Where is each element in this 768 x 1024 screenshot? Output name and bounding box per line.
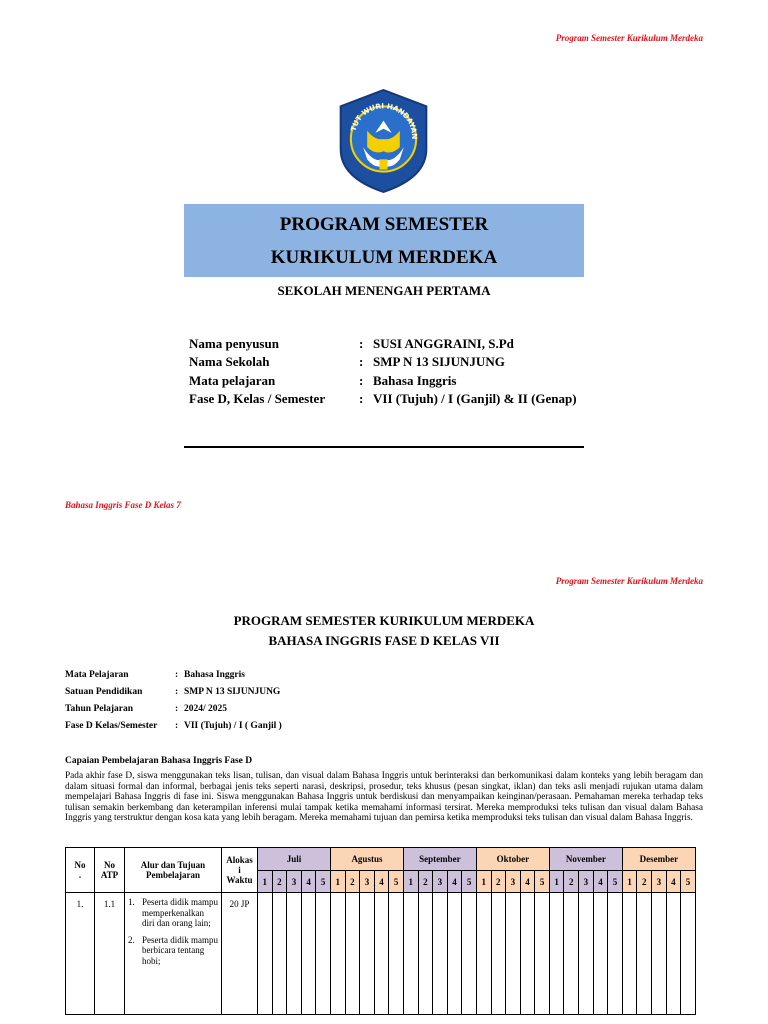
row-alur xyxy=(125,893,222,1015)
week-header: 2 xyxy=(491,871,506,893)
week-header: 1 xyxy=(403,871,418,893)
page-footer: Bahasa Inggris Fase D Kelas 7 xyxy=(65,500,181,510)
info-row: Satuan Pendidikan : SMP N 13 SIJUNJUNG xyxy=(65,687,282,704)
week-header: 3 xyxy=(287,871,302,893)
week-header: 2 xyxy=(564,871,579,893)
list-item xyxy=(128,897,218,929)
week-cell xyxy=(564,893,579,1015)
item-number: 2. xyxy=(128,934,135,945)
month-header: Oktober xyxy=(476,848,549,871)
week-header: 4 xyxy=(666,871,681,893)
week-header: 4 xyxy=(447,871,462,893)
week-cell xyxy=(652,893,667,1015)
week-cell xyxy=(506,893,521,1015)
info-value: VII (Tujuh) / I ( Ganjil ) xyxy=(184,721,282,731)
info-value: SMP N 13 SIJUNJUNG xyxy=(184,687,281,697)
week-cell xyxy=(637,893,652,1015)
doc-title-line-1: PROGRAM SEMESTER KURIKULUM MERDEKA xyxy=(233,613,535,628)
week-header: 2 xyxy=(418,871,433,893)
doc-title-line-2: BAHASA INGGRIS FASE D KELAS VII xyxy=(268,633,500,648)
week-cell xyxy=(360,893,375,1015)
info-value: Bahasa Inggris xyxy=(184,670,245,680)
week-header: 4 xyxy=(301,871,316,893)
item-text: Peserta didik mampu memperkenalkan diri dan orang lain; xyxy=(142,897,218,928)
item-number: 1. xyxy=(128,897,135,907)
info-label: Mata pelajaran xyxy=(189,372,276,388)
month-header: Agustus xyxy=(330,848,403,871)
info-row: Nama penyusun : SUSI ANGGRAINI, S.Pd xyxy=(189,336,577,354)
week-cell xyxy=(403,893,418,1015)
info-label: Nama Sekolah xyxy=(189,354,270,370)
week-header: 5 xyxy=(462,871,477,893)
info-row: Fase D, Kelas / Semester : VII (Tujuh) / I (Ganjil) & II (Genap) xyxy=(189,391,577,409)
week-cell xyxy=(593,893,608,1015)
week-cell xyxy=(418,893,433,1015)
info-label: Mata Pelajaran xyxy=(65,670,129,680)
cover-info xyxy=(189,336,577,409)
week-cell xyxy=(520,893,535,1015)
col-header-alur: Alur dan Tujuan Pembelajaran xyxy=(125,848,222,893)
info-label: Fase D, Kelas / Semester xyxy=(189,390,326,406)
logo-text: TUT WURI HANDAYAN xyxy=(348,101,420,140)
title-line-1: PROGRAM SEMESTER xyxy=(279,214,489,235)
week-cell xyxy=(433,893,448,1015)
week-header: 1 xyxy=(622,871,637,893)
week-header: 5 xyxy=(535,871,550,893)
info-label: Satuan Pendidikan xyxy=(65,687,143,697)
school-level: SEKOLAH MENENGAH PERTAMA xyxy=(277,283,491,298)
week-cell xyxy=(681,893,696,1015)
month-header: September xyxy=(403,848,476,871)
week-cell xyxy=(447,893,462,1015)
week-cell xyxy=(258,893,273,1015)
week-cell xyxy=(476,893,491,1015)
week-cell xyxy=(287,893,302,1015)
month-header: Juli xyxy=(258,848,331,871)
week-header: 3 xyxy=(360,871,375,893)
list-item xyxy=(128,935,218,967)
week-cell xyxy=(389,893,404,1015)
week-cell xyxy=(345,893,360,1015)
week-header: 1 xyxy=(258,871,273,893)
col-header-alokasi: Alokas i Waktu xyxy=(222,848,258,893)
page-header: Program Semester Kurikulum Merdeka xyxy=(555,576,703,586)
week-cell xyxy=(301,893,316,1015)
item-text: Peserta didik mampu berbicara tentang hobi; xyxy=(142,934,218,966)
week-header: 5 xyxy=(608,871,623,893)
doc-info xyxy=(65,670,282,738)
info-value: VII (Tujuh) / I (Ganjil) & II (Genap) xyxy=(373,390,577,406)
week-header: 3 xyxy=(433,871,448,893)
week-cell xyxy=(462,893,477,1015)
week-header: 5 xyxy=(389,871,404,893)
info-row: Fase D Kelas/Semester : VII (Tujuh) / I ( Ganjil ) xyxy=(65,721,282,738)
row-no: 1. xyxy=(66,893,95,1015)
week-cell xyxy=(330,893,345,1015)
title-line-2: KURIKULUM MERDEKA xyxy=(270,247,498,268)
week-cell xyxy=(316,893,331,1015)
col-header-atp: No ATP xyxy=(95,848,125,893)
info-label: Tahun Pelajaran xyxy=(65,704,134,714)
week-header: 5 xyxy=(681,871,696,893)
info-row: Mata pelajaran : Bahasa Inggris xyxy=(189,373,577,391)
title-box xyxy=(184,204,584,277)
week-header: 3 xyxy=(579,871,594,893)
row-atp: 1.1 xyxy=(95,893,125,1015)
week-header: 5 xyxy=(316,871,331,893)
info-value: SMP N 13 SIJUNJUNG xyxy=(373,354,505,370)
week-header: 1 xyxy=(476,871,491,893)
week-header: 4 xyxy=(593,871,608,893)
week-cell xyxy=(535,893,550,1015)
info-value: 2024/ 2025 xyxy=(184,704,228,714)
week-header: 3 xyxy=(652,871,667,893)
week-header: 3 xyxy=(506,871,521,893)
info-label: Nama penyusun xyxy=(189,336,279,351)
info-value: Bahasa Inggris xyxy=(373,372,457,388)
tut-wuri-handayani-logo xyxy=(332,88,435,194)
week-header: 2 xyxy=(272,871,287,893)
week-cell xyxy=(491,893,506,1015)
week-header: 4 xyxy=(520,871,535,893)
info-value: SUSI ANGGRAINI, S.Pd xyxy=(373,336,514,351)
week-header: 1 xyxy=(549,871,564,893)
week-cell xyxy=(549,893,564,1015)
week-header: 2 xyxy=(345,871,360,893)
col-header-no: No . xyxy=(66,848,95,893)
week-cell xyxy=(622,893,637,1015)
cp-title: Capaian Pembelajaran Bahasa Inggris Fase D xyxy=(65,756,253,766)
cp-paragraph: Pada akhir fase D, siswa menggunakan teks lisan, tulisan, dan visual dalam Bahasa Inggris untuk berinteraksi dan berkomunikasi dalam konteks yang lebih beragam dan dalam situasi formal dan informal, berbagai jenis teks seperti narasi, deskripsi, prosedur, teks khusus (pesan singkat, iklan) dan teks asli menjadi rujukan utama dalam mempelajari Bahasa Inggris di fase ini. Siswa menggunakan Bahasa Inggris untuk berdiskusi dan menyampaikan keinginan/perasaan. Pemahaman mereka terhadap teks tulisan semakin berkembang dan keterampilan inferensi mulai tampak ketika memahami informasi tersirat. Mereka memproduksi teks tulisan dan visual dalam Bahasa Inggris yang terstruktur dengan kosa kata yang lebih beragam. Mereka memahami tujuan dan pemirsa ketika memproduksi teks tulisan dan visual dalam Bahasa Inggris. xyxy=(65,771,703,824)
week-cell xyxy=(374,893,389,1015)
info-row: Mata Pelajaran : Bahasa Inggris xyxy=(65,670,282,687)
page-header: Program Semester Kurikulum Merdeka xyxy=(555,33,703,43)
info-row: Tahun Pelajaran : 2024/ 2025 xyxy=(65,704,282,721)
info-row: Nama Sekolah : SMP N 13 SIJUNJUNG xyxy=(189,354,577,372)
program-table xyxy=(65,847,696,1015)
divider xyxy=(184,446,584,448)
month-header: November xyxy=(549,848,622,871)
week-header: 1 xyxy=(330,871,345,893)
week-cell xyxy=(608,893,623,1015)
row-alokasi: 20 JP xyxy=(222,893,258,1015)
week-cell xyxy=(666,893,681,1015)
table-row xyxy=(66,893,696,1015)
week-header: 4 xyxy=(374,871,389,893)
month-header: Desember xyxy=(622,848,695,871)
week-cell xyxy=(272,893,287,1015)
info-label: Fase D Kelas/Semester xyxy=(65,721,158,731)
week-header: 2 xyxy=(637,871,652,893)
week-cell xyxy=(579,893,594,1015)
